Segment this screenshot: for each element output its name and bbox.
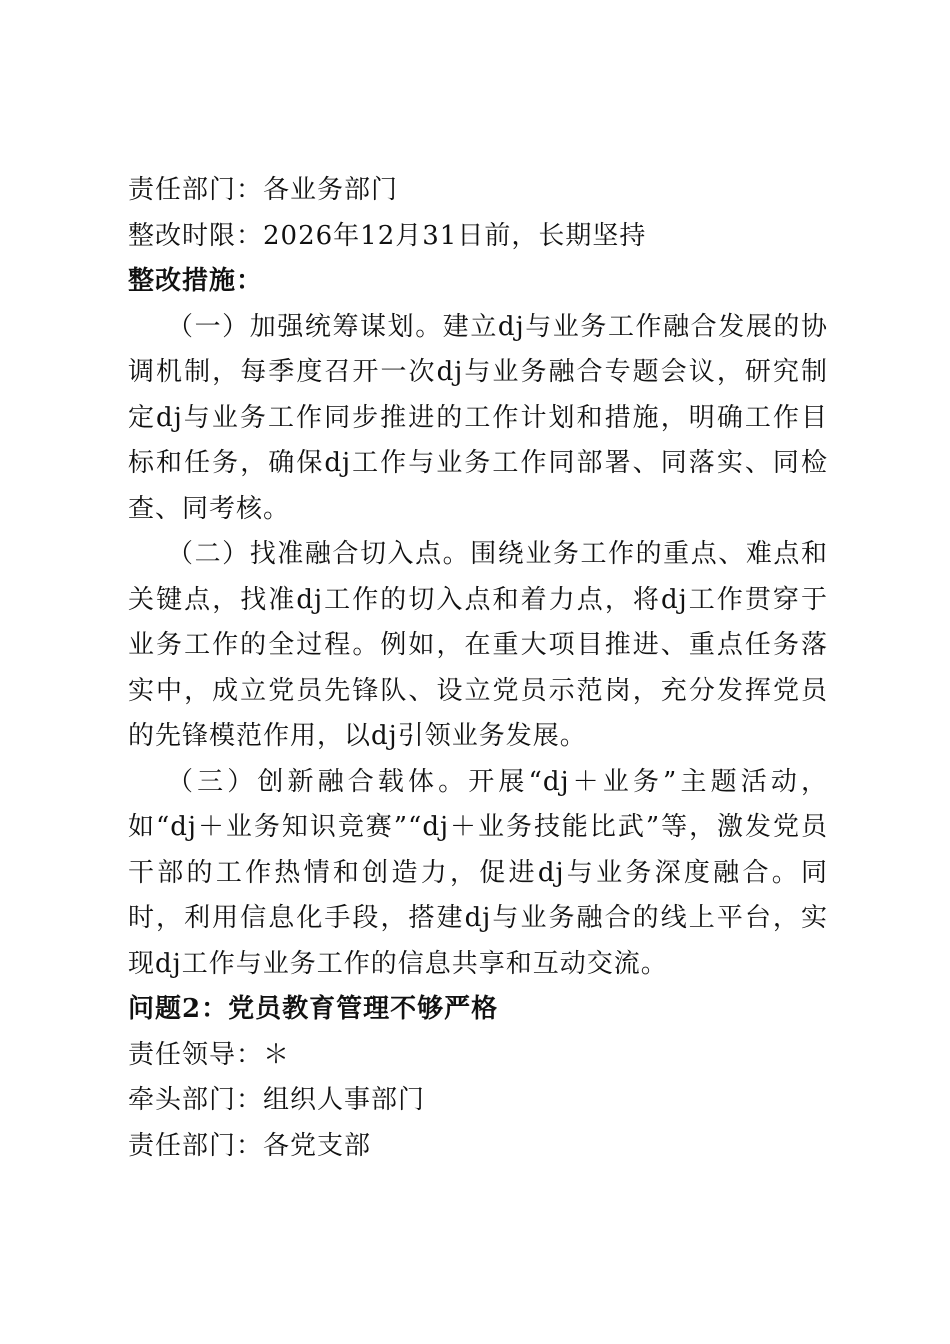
problem-2-heading: 问题2：党员教育管理不够严格 [128,994,499,1024]
deadline-line: 整改时限：2026年12月31日前，长期坚持 [128,220,647,251]
document-body [128,168,828,1169]
measures-heading: 整改措施： [128,266,264,296]
responsible-department-line-2: 责任部门：各党支部 [128,1130,372,1161]
responsible-department-line: 责任部门：各业务部门 [128,175,399,205]
lead-department-line: 牵头部门：组织人事部门 [128,1085,426,1115]
responsible-leader-line: 责任领导：＊ [128,1039,291,1070]
measure-paragraph-1: （一）加强统筹谋划。建立dj与业务工作融合发展的协调机制，每季度召开一次dj与业务融合专题会议，研究制定dj与业务工作同步推进的工作计划和措施，明确工作目标和任务，确保dj工作与业务工作同部署、同落实、同检查、同考核。 [128,311,828,524]
measure-paragraph-3: （三）创新融合载体。开展“dj＋业务”主题活动，如“dj＋业务知识竞赛”“dj＋业务技能比武”等，激发党员干部的工作热情和创造力，促进dj与业务深度融合。同时，利用信息化手段，搭建dj与业务融合的线上平台，实现dj工作与业务工作的信息共享和互动交流。 [128,766,828,979]
measure-paragraph-2: （二）找准融合切入点。围绕业务工作的重点、难点和关键点，找准dj工作的切入点和着力点，将dj工作贯穿于业务工作的全过程。例如，在重大项目推进、重点任务落实中，成立党员先锋队、设立党员示范岗，充分发挥党员的先锋模范作用，以dj引领业务发展。 [128,539,828,751]
